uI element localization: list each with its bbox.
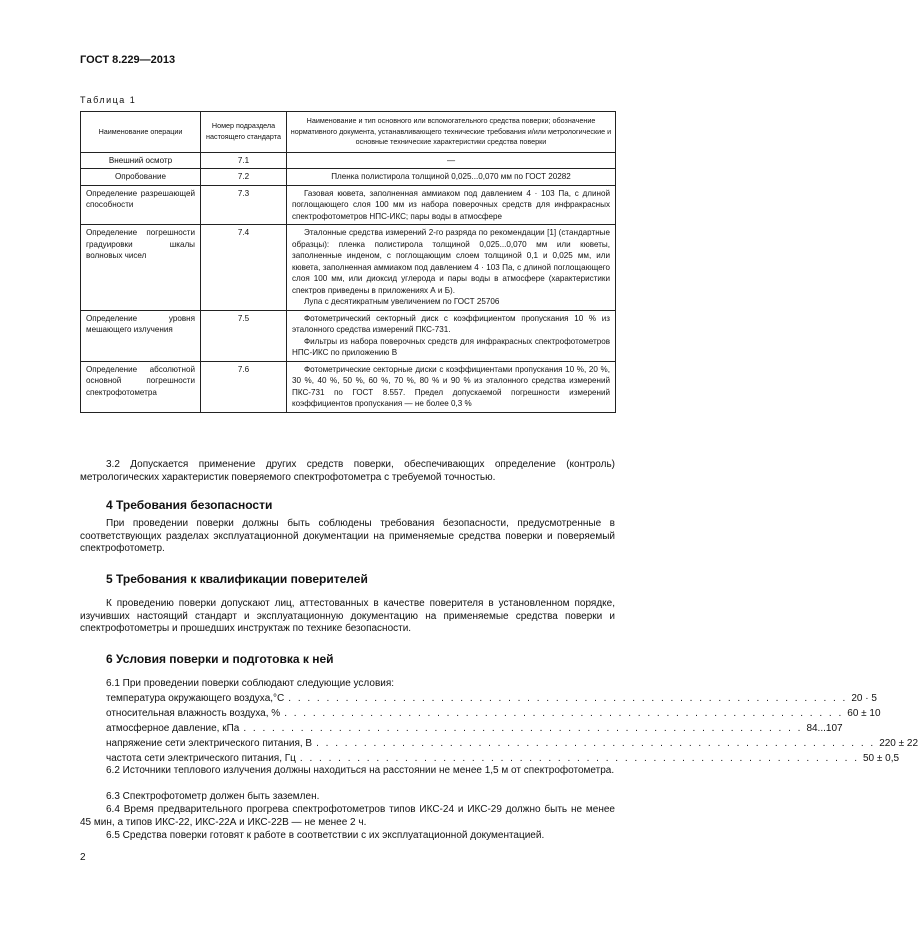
section-5-heading: 5 Требования к квалификации поверителей: [106, 572, 368, 586]
condition-label: напряжение сети электрического питания, В: [106, 738, 313, 749]
means-text: Пленка полистирола толщиной 0,025...0,070 мм по ГОСТ 20282: [287, 169, 616, 186]
table-row: [81, 361, 616, 412]
operation-name: Определение погрешности градуировки шкалы волновых чисел: [81, 225, 201, 311]
condition-value: 60 ± 10: [847, 708, 881, 719]
condition-label: температура окружающего воздуха,°С: [106, 693, 285, 704]
table-row: [81, 169, 616, 186]
paragraph-3-2: 3.2 Допускается применение других средств поверки, обеспечивающих определение (контроль) метрологических характеристик поверяемого спектрофотометра с требуемой точностью.: [80, 459, 615, 483]
col-header-subsection: Номер подраздела настоящего стандарта: [201, 112, 287, 153]
means-text: Фотометрический секторный диск с коэффициентом пропускания 10 % из эталонного средства измерений ПКС-731.: [292, 313, 610, 334]
page-number: 2: [80, 852, 86, 863]
condition-row: температура окружающего воздуха,°С . . . . . . . . . . . . . . . . . . . . . . . . . . . . . . . . . . . . . . . . . . . . . . . . . . . . . . . . . . . 20 · 5: [106, 693, 877, 704]
condition-row: атмосферное давление, кПа . . . . . . . . . . . . . . . . . . . . . . . . . . . . . . . . . . . . . . . . . . . . . . . . . . . . . . . . . . . 84...107: [106, 723, 843, 734]
means-cell: [287, 225, 616, 311]
subsection-number: 7.1: [201, 152, 287, 169]
condition-label: частота сети электрического питания, Гц: [106, 753, 296, 764]
col-header-operation: Наименование операции: [81, 112, 201, 153]
subsection-number: 7.5: [201, 310, 287, 361]
section-6-heading: 6 Условия поверки и подготовка к ней: [106, 652, 334, 666]
table-caption: Таблица 1: [80, 95, 137, 105]
means-text: Газовая кювета, заполненная аммиаком под давлением 4 · 103 Па, с длиной поглощающего слоя 100 мм из набора поверочных средств для инфракрасных спектрофотометров НПС-ИКС; пары воды в атмосфере: [287, 185, 616, 225]
means-text: Эталонные средства измерений 2-го разряда по рекомендации [1] (стандартные образцы): пленка полистирола толщиной 0,025...0,070 мм или кюветы, заполненные инденом, с поглощающим слоем толщиной 0,1 и 0,025 мм, или кювета, заполненная аммиаком под давлением 4 · 103 Па, с длиной поглощающего слоя 100 мм, или диоксид углерода и пары воды в атмосфере (характеристики спектров приведены в приложениях А и Б).: [292, 228, 610, 295]
means-text: Фотометрические секторные диски с коэффициентами пропускания 10 %, 20 %, 30 %, 40 %, 50 %, 60 %, 70 %, 80 % и 90 % из эталонного средства измерений ПКС-731 по ГОСТ 8.557. Предел допускаемой погрешности измерений коэффициентов пропускания — не более 0,3 %: [287, 361, 616, 412]
section-4-text: При проведении поверки должны быть соблюдены требования безопасности, предусмотренные в соответствующих разделах эксплуатационной документации на применяемые средства поверки и поверяемый спектрофотометр.: [80, 518, 615, 555]
paragraph-6-1: 6.1 При проведении поверки соблюдают следующие условия:: [106, 678, 395, 689]
subsection-number: 7.4: [201, 225, 287, 311]
table-row: [81, 310, 616, 361]
condition-value: 84...107: [806, 723, 843, 734]
table-row: [81, 225, 616, 311]
means-cell: [287, 310, 616, 361]
means-text: —: [287, 152, 616, 169]
condition-value: 220 ± 22: [879, 738, 918, 749]
subsection-number: 7.6: [201, 361, 287, 412]
condition-label: атмосферное давление, кПа: [106, 723, 240, 734]
condition-value: 20 · 5: [851, 693, 877, 704]
operation-name: Определение разрешающей способности: [81, 185, 201, 225]
means-text: Лупа с десятикратным увеличением по ГОСТ 25706: [304, 297, 500, 306]
subsection-number: 7.2: [201, 169, 287, 186]
section-5-text: К проведению поверки допускают лиц, аттестованных в качестве поверителя в установленном порядке, изучивших настоящий стандарт и эксплуатационную документацию на применяемые средства поверки и спектрофотометры и прошедших инструктаж по технике безопасности.: [80, 598, 615, 635]
means-text: Фильтры из набора поверочных средств для инфракрасных спектрофотометров НПС-ИКС по приложению В: [292, 336, 610, 357]
conditions-list: [106, 676, 918, 766]
paragraph-6-3: 6.3 Спектрофотометр должен быть заземлен.: [106, 791, 320, 802]
condition-value: 50 ± 0,5: [862, 753, 900, 764]
paragraph-6-5: 6.5 Средства поверки готовят к работе в соответствии с их эксплуатационной документацией.: [106, 830, 545, 841]
condition-row: относительная влажность воздуха, % . . . . . . . . . . . . . . . . . . . . . . . . . . . . . . . . . . . . . . . . . . . . . . . . . . . . . . . . . . . 60 ± 10: [106, 708, 881, 719]
paragraph-6-2: 6.2 Источники теплового излучения должны находиться на расстоянии не менее 1,5 м от спектрофотометра.: [106, 765, 615, 776]
operation-name: Опробование: [81, 169, 201, 186]
col-header-means: Наименование и тип основного или вспомогательного средства поверки; обозначение нормативного документа, устанавливающего технические требования и/или метрологические и основные технические характеристики средства поверки: [287, 112, 616, 153]
condition-label: относительная влажность воздуха, %: [106, 708, 281, 719]
table-row: [81, 152, 616, 169]
paragraph-6-4: 6.4 Время предварительного прогрева спектрофотометров типов ИКС-24 и ИКС-29 должно быть не менее 45 мин, а типов ИКС-22, ИКС-22А и ИКС-22В — не менее 2 ч.: [80, 804, 615, 828]
operation-name: Определение абсолютной основной погрешности спектрофотометра: [81, 361, 201, 412]
document-code: ГОСТ 8.229—2013: [80, 54, 176, 66]
section-4-heading: 4 Требования безопасности: [106, 498, 273, 512]
operation-name: Определение уровня мешающего излучения: [81, 310, 201, 361]
operation-name: Внешний осмотр: [81, 152, 201, 169]
table-row: [81, 185, 616, 225]
table-header-row: [81, 112, 616, 153]
condition-row: напряжение сети электрического питания, В . . . . . . . . . . . . . . . . . . . . . . . . . . . . . . . . . . . . . . . . . . . . . . . . . . . . . . . . . . . 220 ± 22: [106, 738, 918, 749]
subsection-number: 7.3: [201, 185, 287, 225]
condition-row: частота сети электрического питания, Гц . . . . . . . . . . . . . . . . . . . . . . . . . . . . . . . . . . . . . . . . . . . . . . . . . . . . . . . . . . . 50 ± 0,5: [106, 753, 900, 764]
verification-table: [80, 111, 616, 413]
